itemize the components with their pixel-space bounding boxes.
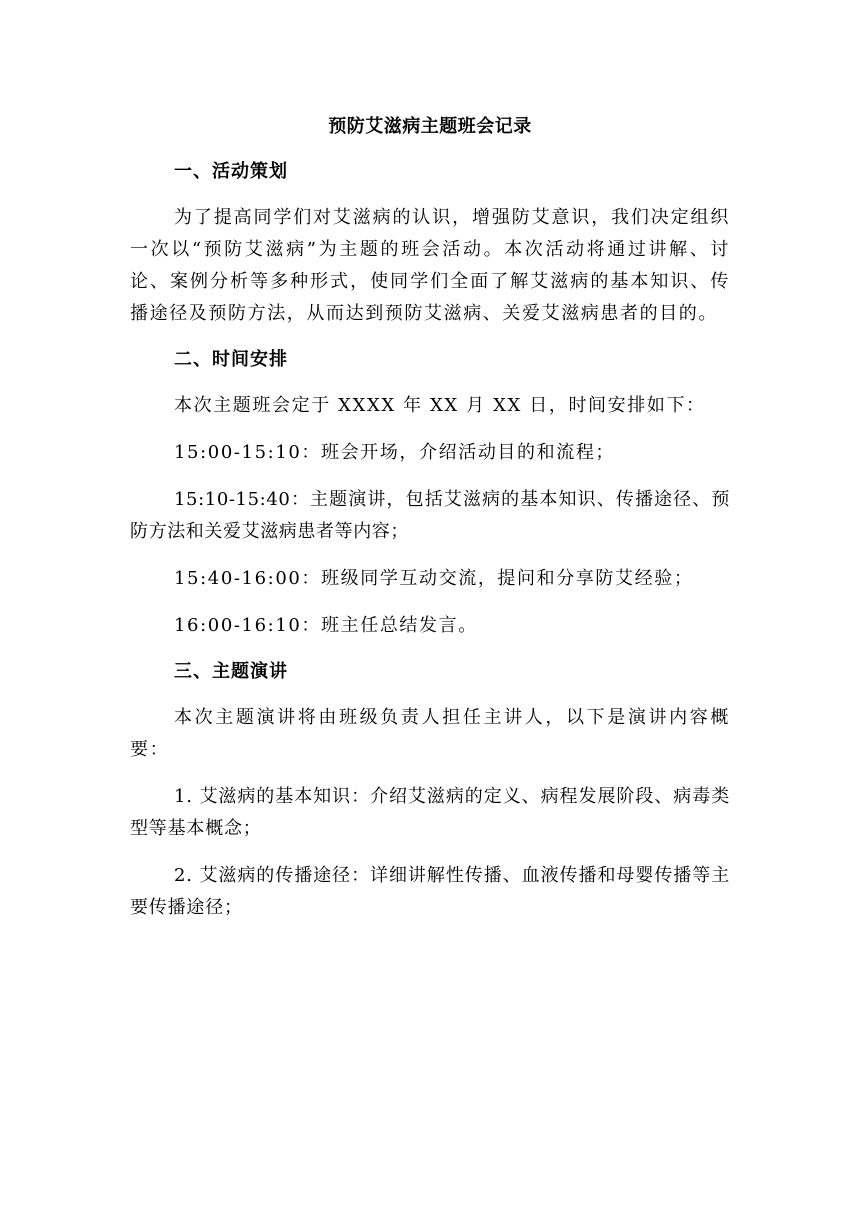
section-heading-planning: 一、活动策划	[174, 161, 288, 182]
speech-list-item: 2. 艾滋病的传播途径：详细讲解性传播、血液传播和母婴传播等主要传播途径；	[130, 865, 730, 918]
schedule-item: 16:00-16:10：班主任总结发言。	[174, 615, 478, 636]
schedule-item: 15:10-15:40：主题演讲，包括艾滋病的基本知识、传播途径、预防方法和关爱艾滋病患者等内容；	[130, 489, 730, 542]
document-page	[130, 112, 730, 939]
speech-list-item: 1. 艾滋病的基本知识：介绍艾滋病的定义、病程发展阶段、病毒类型等基本概念；	[130, 786, 730, 839]
schedule-item: 15:40-16:00：班级同学互动交流，提问和分享防艾经验；	[174, 568, 694, 589]
section-heading-schedule: 二、时间安排	[174, 349, 288, 370]
section-heading-speech: 三、主题演讲	[174, 661, 288, 682]
schedule-item: 15:00-15:10：班会开场，介绍活动目的和流程；	[174, 442, 616, 463]
document-title: 预防艾滋病主题班会记录	[328, 116, 532, 137]
schedule-intro: 本次主题班会定于 XXXX 年 XX 月 XX 日，时间安排如下：	[174, 395, 706, 416]
speech-intro: 本次主题演讲将由班级负责人担任主讲人，以下是演讲内容概要：	[130, 707, 730, 760]
planning-paragraph: 为了提高同学们对艾滋病的认识，增强防艾意识，我们决定组织一次以“预防艾滋病”为主题的班会活动。本次活动将通过讲解、讨论、案例分析等多种形式，使同学们全面了解艾滋病的基本知识、传播途径及预防方法，从而达到预防艾滋病、关爱艾滋病患者的目的。	[130, 207, 730, 324]
